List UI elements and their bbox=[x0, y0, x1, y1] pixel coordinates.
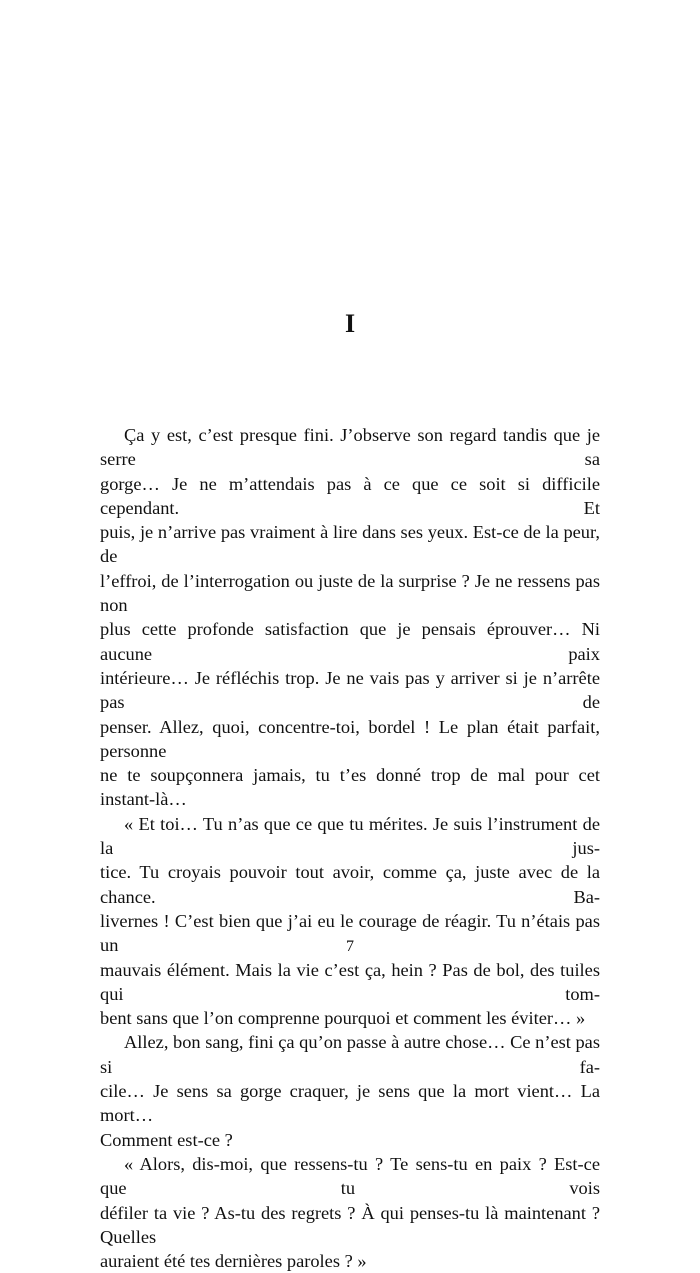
text-line: bent sans que l’on comprenne pourquoi et comment les éviter… » bbox=[100, 1008, 586, 1029]
text-line: Allez, bon sang, fini ça qu’on passe à autre chose… Ce n’est pas si fa- bbox=[100, 1032, 600, 1077]
text-line: l’effroi, de l’interrogation ou juste de la surprise ? Je ne ressens pas non bbox=[100, 570, 600, 616]
text-line: ne te soupçonnera jamais, tu t’es donné trop de mal pour cet instant-là… bbox=[100, 765, 600, 810]
chapter-body bbox=[100, 423, 600, 1273]
text-line: auraient été tes dernières paroles ? » bbox=[100, 1251, 367, 1272]
text-line: livernes ! C’est bien que j’ai eu le courage de réagir. Tu n’étais pas un bbox=[100, 910, 600, 956]
text-line: mauvais élément. Mais la vie c’est ça, hein ? Pas de bol, des tuiles qui tom- bbox=[100, 959, 600, 1004]
text-line: Comment est-ce ? bbox=[100, 1129, 233, 1150]
paragraph-2 bbox=[100, 812, 600, 1031]
page-number: 7 bbox=[346, 938, 354, 955]
chapter-title: I bbox=[344, 309, 356, 338]
text-line: Ça y est, c’est presque fini. J’observe son regard tandis que je serre sa bbox=[100, 425, 600, 470]
text-line: tice. Tu croyais pouvoir tout avoir, comme ça, juste avec de la chance. Ba- bbox=[100, 862, 600, 907]
text-line: plus cette profonde satisfaction que je pensais éprouver… Ni aucune paix bbox=[100, 619, 600, 664]
text-line: « Alors, dis-moi, que ressens-tu ? Te sens-tu en paix ? Est-ce que tu vois bbox=[100, 1153, 600, 1199]
text-line: défiler ta vie ? As-tu des regrets ? À qui penses-tu là maintenant ? Quelles bbox=[100, 1202, 600, 1247]
text-line: intérieure… Je réfléchis trop. Je ne vais pas y arriver si je n’arrête pas de bbox=[100, 667, 600, 713]
text-line: puis, je n’arrive pas vraiment à lire dans ses yeux. Est-ce de la peur, de bbox=[100, 522, 600, 567]
text-line: penser. Allez, quoi, concentre-toi, bordel ! Le plan était parfait, personne bbox=[100, 716, 600, 761]
paragraph-1 bbox=[100, 423, 600, 812]
text-line: cile… Je sens sa gorge craquer, je sens que la mort vient… La mort… bbox=[100, 1081, 600, 1126]
text-line: « Et toi… Tu n’as que ce que tu mérites. Je suis l’instrument de la jus- bbox=[100, 813, 600, 859]
paragraph-3 bbox=[100, 1030, 600, 1151]
paragraph-4 bbox=[100, 1152, 600, 1273]
text-line: gorge… Je ne m’attendais pas à ce que ce soit si difficile cependant. Et bbox=[100, 473, 600, 518]
